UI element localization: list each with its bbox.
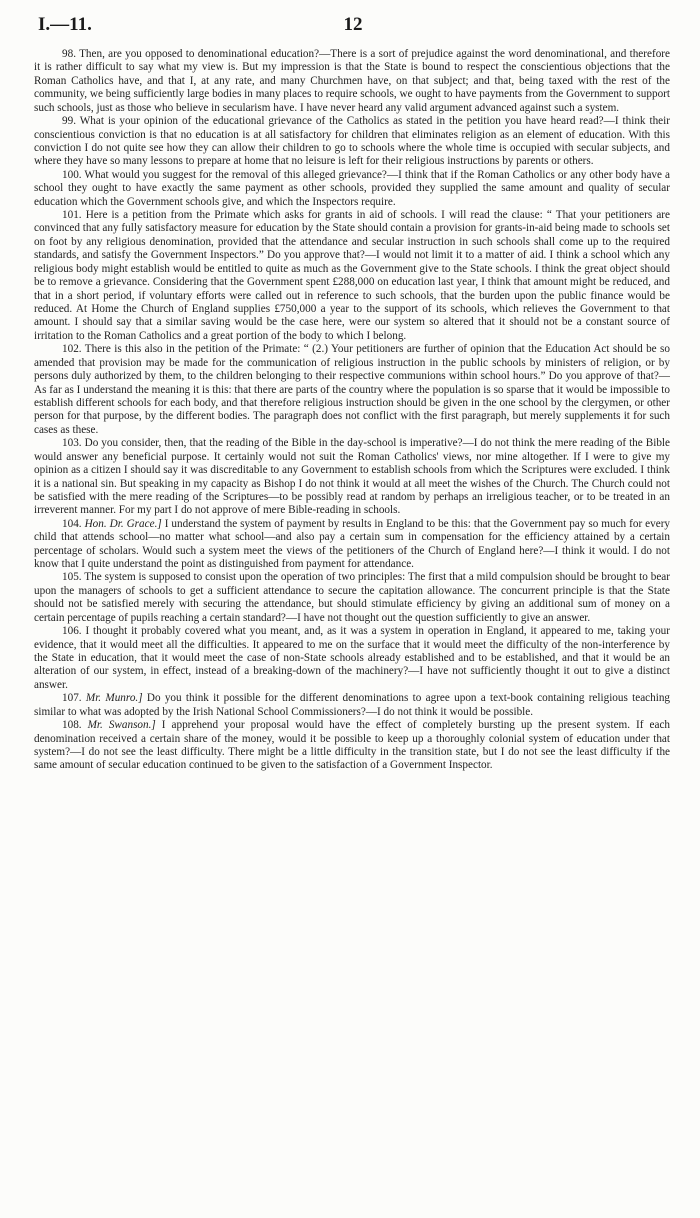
question-number: 104. (62, 517, 82, 530)
question-number: 103. (62, 437, 82, 450)
paragraph-103 (34, 437, 670, 518)
paragraph-text: I understand the system of payment by results in England to be this: that the Government pay so much for every child that attends school—no matter what school—and also pay a certain sum in compensation for the efficiency attained by a certain percentage of scholars. Would such a system meet the views of the petitioners of the Church of England here?—I think it would. I do not know that I quite understand the point as distinguished from payment for attendance. (34, 517, 671, 571)
page-header (38, 14, 668, 40)
question-number: 105. (62, 571, 82, 584)
question-number: 101. (62, 209, 82, 222)
speaker-name: Mr. Swanson.] (87, 719, 156, 732)
question-number: 106. (62, 625, 82, 638)
paragraph-text: I apprehend your proposal would have the effect of completely bursting up the present system. If each denomination received a certain share of the money, would it be possible to keep up a thoroughly colonial system of education under that system?—I do not see the least difficulty. There might be a little difficulty in the transition state, but I do not see the least difficulty if the same amount of secular education continued to be given to the satisfaction of a Government Inspector. (34, 719, 671, 772)
paragraph-104 (34, 518, 670, 572)
evidence-text (34, 48, 670, 773)
paragraph-101 (34, 209, 670, 343)
question-number: 98. (62, 48, 76, 60)
paragraph-102 (34, 343, 670, 437)
parliamentary-paper-reference: I.—11. (38, 14, 92, 35)
paragraph-100 (34, 169, 670, 209)
paragraph-text: What would you suggest for the removal of this alleged grievance?—I think that if the Roman Catholics or any other body have a school they ought to have exactly the same payment as other schools, provided they supplied the same amount and quality of secular education which the Government schools give, and which the Inspectors require. (34, 168, 670, 208)
question-number: 108. (62, 719, 82, 732)
paragraph-text: There is this also in the petition of the Primate: “ (2.) Your petitioners are further of opinion that the Education Act should be so amended that provision may be made for the communication of religious instruction in the public schools by ministers of religion, or by persons duly authorized by them, to the children belonging to their respective communions within school hours.” Do you approve of that?—As far as I understand the meaning it is this: that there are parts of the country where the population is so sparse that it would be impossible to establish different schools for each body, and that therefore religious instruction should be given in the one school by the clergymen, or other person for that purpose, by the different bodies. The paragraph does not conflict with the first paragraph, but merely supplements it for such cases as these. (34, 343, 670, 436)
paragraph-98 (34, 48, 670, 115)
paragraph-text: Do you consider, then, that the reading of the Bible in the day-school is imperative?—I do not think the mere reading of the Bible would answer any beneficial purpose. It certainly would not suit the Roman Catholics' views, nor mine altogether. If I were to give my opinion as a citizen I should say it was discreditable to any Government to establish schools from which the Scriptures were excluded. I think it is a national sin. But speaking in my capacity as Bishop I do not think it would at all meet the wishes of the Church. The Church could not be satisfied with the mere reading of the Scriptures—to be possibly read at random by perhaps an irreligious teacher, or to be treated in an irreverent manner. For my part I do not approve of mere Bible-reading in schools. (34, 437, 671, 517)
question-number: 102. (62, 343, 82, 356)
paragraph-text: Then, are you opposed to denominational education?—There is a sort of prejudice against the word denominational, and therefore it is rather difficult to say what my view is. But my impression is that the State is bound to respect the conscientious objections that the Roman Catholics have, and that I, at any rate, and many Churchmen have, on that subject; and that, being taxed with the rest of the community, we being sufficiently large bodies in many places to require schools, we ought to have payments from the Government to support such schools, just as those who believe in secularism have. I have never heard any valid argument advanced against such a system. (34, 48, 670, 114)
paragraph-105 (34, 571, 670, 625)
paragraph-text: The system is supposed to consist upon the operation of two principles: The first that a mild compulsion should be brought to bear upon the managers of schools to get a sufficient attendance to secure the capitation allowance. The concurrent principle is that the State should not be satisfied merely with securing the attendance, but should stimulate efficiency by giving an additional sum of money on a certain percentage of pupils reaching a certain standard?—I have not thought out the question sufficiently to give an answer. (34, 571, 670, 624)
paragraph-text: What is your opinion of the educational grievance of the Catholics as stated in the petition you have heard read?—I think their conscientious conviction is that no education is at all satisfactory for children that eliminates religion as an element of education. With this conviction I do not quite see how they can allow their children to go to schools where the whole time is occupied with secular subjects, and where they have so many lessons to prepare at home that no leisure is left for their religious instructions by parents or others. (34, 115, 670, 168)
paragraph-107 (34, 692, 670, 719)
paragraph-text: Here is a petition from the Primate which asks for grants in aid of schools. I will read the clause: “ That your petitioners are convinced that any fully satisfactory measure for education by the State should contain a provision for grants-in-aid being made to schools set on foot by any religious denomination, provided that the attendance and secular instruction in such schools shall come up to the required standards, and satisfy the Government Inspectors.” Do you approve that?—I would not limit it to a matter of aid. I think a school which any religious body might establish would be entitled to quite as much as the Government give to the State schools. I think the great object should be to remove a grievance. Considering that the Government spent £288,000 on education last year, I think that amount might be reduced, and that in a short period, if voluntary efforts were called out in reference to such schools, that the burden upon the public finance would be reduced. At Home the Church of England supplies £750,000 a year to the support of its schools, which relieves the Government to that amount. I should say that a similar saving would be the case here, were our system so altered that it should not be a constant source of irritation to the Roman Catholics and a great portion of the body to which I belong. (34, 209, 670, 342)
paragraph-text: Do you think it possible for the different denominations to agree upon a text-book containing religious teaching similar to what was adopted by the Irish National School Commissioners?—I do not think it would be possible. (34, 692, 671, 718)
paragraph-106 (34, 625, 670, 692)
page-number: 12 (343, 14, 363, 35)
paragraph-108 (34, 719, 670, 773)
question-number: 100. (62, 168, 82, 181)
paragraph-99 (34, 115, 670, 169)
paragraph-text: I thought it probably covered what you meant, and, as it was a system in operation in England, it appeared to me, taking your evidence, that it would meet all the difficulties. It appeared to me on the surface that it would meet the difficulty of the non-interference by the State in education, that it would meet the case of non-State schools already established and to be established, and that it would be an alteration of our system, in effect, instead of a breaking-down of the machinery?—I have not sufficiently thought it out to give a distinct answer. (34, 625, 670, 691)
speaker-name: Hon. Dr. Grace.] (84, 517, 162, 530)
speaker-name: Mr. Munro.] (85, 692, 143, 705)
question-number: 107. (62, 692, 82, 705)
question-number: 99. (62, 115, 76, 128)
